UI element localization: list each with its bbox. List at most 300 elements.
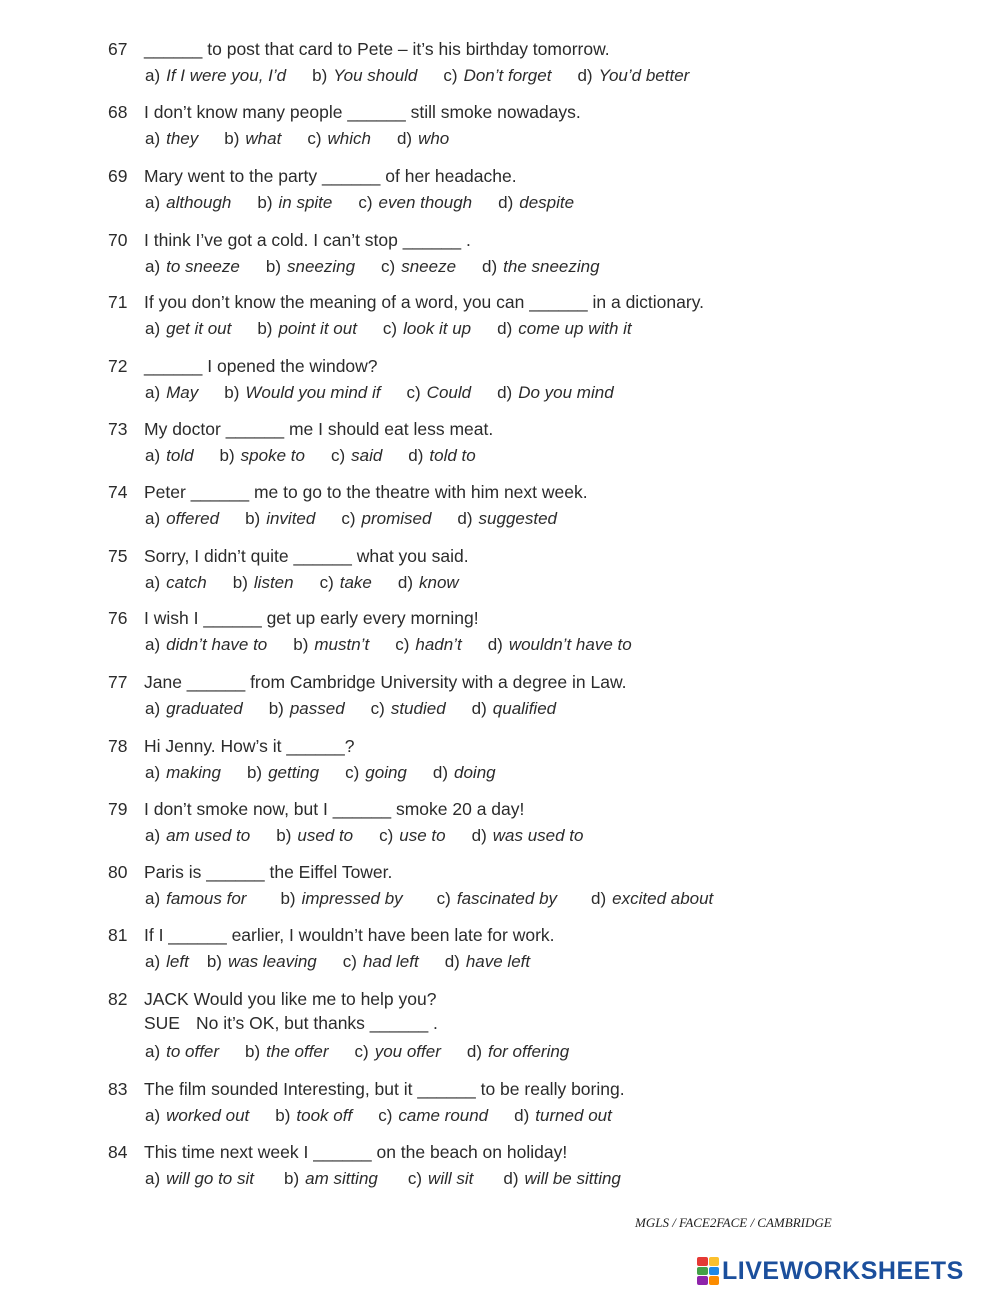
option-text: use to xyxy=(399,826,446,845)
question-76 xyxy=(108,607,968,656)
question-text: The film sounded Interesting, but it ______ to be really boring. xyxy=(144,1079,625,1099)
answer-option[interactable] xyxy=(514,1105,612,1127)
option-letter: b) xyxy=(257,193,273,212)
answer-option[interactable] xyxy=(233,572,294,594)
option-text: will sit xyxy=(428,1169,474,1188)
answer-option[interactable] xyxy=(331,445,382,467)
question-number: 69 xyxy=(108,166,128,186)
option-letter: d) xyxy=(498,193,514,212)
option-letter: a) xyxy=(145,193,161,212)
answer-option[interactable] xyxy=(145,634,267,656)
option-letter: b) xyxy=(275,1106,291,1125)
answer-option[interactable] xyxy=(355,1041,441,1063)
question-number: 72 xyxy=(108,356,128,376)
question-text: I don’t know many people ______ still smoke nowadays. xyxy=(144,102,581,122)
answer-option[interactable] xyxy=(397,128,449,150)
option-letter: b) xyxy=(206,952,222,971)
option-text: studied xyxy=(390,699,446,718)
option-letter: a) xyxy=(145,129,161,148)
logo-tile xyxy=(709,1257,720,1266)
option-text: Do you mind xyxy=(518,383,614,402)
answer-option[interactable] xyxy=(398,572,459,594)
question-83 xyxy=(108,1078,968,1127)
answer-option[interactable] xyxy=(145,445,194,467)
question-stem xyxy=(108,671,968,693)
answer-option[interactable] xyxy=(503,1168,621,1190)
question-stem xyxy=(108,38,968,60)
option-letter: d) xyxy=(577,66,593,85)
question-72 xyxy=(108,355,968,404)
option-letter: c) xyxy=(319,573,334,592)
answer-option[interactable] xyxy=(472,825,584,847)
option-text: took off xyxy=(296,1106,353,1125)
question-number: 79 xyxy=(108,799,128,819)
option-text: Would you mind if xyxy=(245,383,381,402)
option-text: If I were you, I’d xyxy=(166,66,287,85)
option-text: the offer xyxy=(266,1042,329,1061)
question-stem xyxy=(108,355,968,377)
option-text: in spite xyxy=(278,193,333,212)
answer-option[interactable] xyxy=(437,888,557,910)
answer-options xyxy=(108,1105,968,1127)
option-text: was leaving xyxy=(227,952,317,971)
option-letter: d) xyxy=(471,826,487,845)
question-stem xyxy=(108,229,968,251)
option-text: to sneeze xyxy=(166,257,240,276)
answer-option[interactable] xyxy=(145,382,198,404)
answer-option[interactable] xyxy=(383,318,471,340)
answer-option[interactable] xyxy=(341,508,431,530)
option-text: famous for xyxy=(166,889,247,908)
answer-option[interactable] xyxy=(343,951,419,973)
answer-options xyxy=(108,572,968,594)
option-text: told xyxy=(166,446,194,465)
question-78 xyxy=(108,735,968,784)
answer-option[interactable] xyxy=(407,382,472,404)
option-letter: d) xyxy=(503,1169,519,1188)
dialog-line xyxy=(108,1010,968,1036)
option-letter: b) xyxy=(224,383,240,402)
option-text: impressed by xyxy=(301,889,403,908)
answer-option[interactable] xyxy=(395,634,462,656)
question-number: 73 xyxy=(108,419,128,439)
answer-option[interactable] xyxy=(457,508,557,530)
answer-options xyxy=(108,508,968,530)
option-letter: c) xyxy=(342,952,357,971)
answer-option[interactable] xyxy=(245,1041,329,1063)
option-letter: c) xyxy=(330,446,346,465)
option-text: point it out xyxy=(278,319,357,338)
option-letter: b) xyxy=(276,826,292,845)
option-text: was used to xyxy=(492,826,584,845)
option-text: look it up xyxy=(403,319,472,338)
question-text: Hi Jenny. How’s it ______? xyxy=(144,736,355,756)
answer-option[interactable] xyxy=(145,256,240,278)
option-letter: c) xyxy=(381,257,396,276)
answer-option[interactable] xyxy=(207,951,317,973)
option-letter: d) xyxy=(408,446,424,465)
option-text: take xyxy=(339,573,372,592)
answer-option[interactable] xyxy=(247,762,319,784)
answer-options xyxy=(108,825,968,847)
question-text: I think I’ve got a cold. I can’t stop ______ . xyxy=(144,230,471,250)
option-letter: a) xyxy=(145,1042,161,1061)
option-letter: c) xyxy=(382,319,398,338)
option-text: have left xyxy=(465,952,531,971)
question-text: Paris is ______ the Eiffel Tower. xyxy=(144,862,393,882)
option-letter: c) xyxy=(307,129,322,148)
option-text: getting xyxy=(268,763,320,782)
question-number: 67 xyxy=(108,39,128,59)
option-text: graduated xyxy=(166,699,243,718)
option-letter: d) xyxy=(591,889,607,908)
answer-option[interactable] xyxy=(443,65,551,87)
answer-option[interactable] xyxy=(145,698,243,720)
option-text: who xyxy=(418,129,450,148)
answer-options xyxy=(108,762,968,784)
answer-option[interactable] xyxy=(145,951,189,973)
answer-options xyxy=(108,634,968,656)
answer-option[interactable] xyxy=(145,192,231,214)
option-letter: b) xyxy=(280,889,296,908)
answer-option[interactable] xyxy=(379,825,445,847)
answer-option[interactable] xyxy=(488,634,632,656)
option-letter: c) xyxy=(379,826,394,845)
option-text: to offer xyxy=(166,1042,220,1061)
option-text: passed xyxy=(289,699,345,718)
option-letter: c) xyxy=(378,1106,393,1125)
question-number: 83 xyxy=(108,1079,128,1099)
option-letter: c) xyxy=(395,635,410,654)
option-letter: b) xyxy=(224,129,240,148)
answer-option[interactable] xyxy=(312,65,417,87)
question-80 xyxy=(108,861,968,910)
option-letter: a) xyxy=(145,889,161,908)
source-credit: MGLS / FACE2FACE / CAMBRIDGE xyxy=(635,1215,832,1230)
answer-option[interactable] xyxy=(145,65,286,87)
option-letter: a) xyxy=(145,1169,161,1188)
dialog-speaker: SUE xyxy=(144,1013,180,1033)
option-letter: b) xyxy=(312,66,328,85)
option-letter: a) xyxy=(145,66,161,85)
question-stem xyxy=(108,988,968,1010)
option-letter: a) xyxy=(145,1106,161,1125)
question-stem xyxy=(108,924,968,946)
option-letter: b) xyxy=(257,319,273,338)
answer-option[interactable] xyxy=(408,445,475,467)
option-text: the sneezing xyxy=(503,257,600,276)
option-text: invited xyxy=(266,509,316,528)
option-letter: c) xyxy=(436,889,451,908)
option-text: came round xyxy=(398,1106,489,1125)
option-letter: a) xyxy=(145,446,161,465)
answer-option[interactable] xyxy=(145,128,198,150)
option-text: spoke to xyxy=(240,446,305,465)
answer-option[interactable] xyxy=(145,1105,249,1127)
logo-tile xyxy=(697,1276,708,1285)
question-number: 81 xyxy=(108,925,128,945)
answer-options xyxy=(108,1168,968,1190)
option-text: making xyxy=(166,763,221,782)
option-text: although xyxy=(166,193,232,212)
option-text: suggested xyxy=(478,509,557,528)
answer-option[interactable] xyxy=(345,762,407,784)
option-text: You’d better xyxy=(598,66,690,85)
logo-tile xyxy=(697,1267,708,1276)
answer-option[interactable] xyxy=(269,698,345,720)
answer-option[interactable] xyxy=(220,445,305,467)
question-stem xyxy=(108,481,968,503)
option-letter: a) xyxy=(145,952,161,971)
logo-tile xyxy=(709,1276,720,1285)
question-84 xyxy=(108,1141,968,1190)
answer-option[interactable] xyxy=(224,128,281,150)
answer-option[interactable] xyxy=(381,256,456,278)
option-letter: b) xyxy=(245,1042,261,1061)
question-77 xyxy=(108,671,968,720)
option-letter: a) xyxy=(145,319,161,338)
answer-options xyxy=(108,382,968,404)
option-letter: d) xyxy=(397,573,414,592)
question-81 xyxy=(108,924,968,973)
option-letter: a) xyxy=(145,573,161,592)
answer-option[interactable] xyxy=(371,698,446,720)
answer-option[interactable] xyxy=(467,1041,569,1063)
option-text: had left xyxy=(362,952,419,971)
question-text: JACK Would you like me to help you? xyxy=(144,989,437,1009)
option-letter: d) xyxy=(396,129,413,148)
option-letter: b) xyxy=(245,509,261,528)
option-letter: c) xyxy=(358,193,373,212)
answer-option[interactable] xyxy=(145,1168,254,1190)
option-text: which xyxy=(327,129,371,148)
question-stem xyxy=(108,101,968,123)
option-letter: d) xyxy=(497,383,513,402)
option-text: will go to sit xyxy=(166,1169,254,1188)
option-text: hadn’t xyxy=(415,635,462,654)
question-number: 84 xyxy=(108,1142,128,1162)
liveworksheets-logo-mark-icon xyxy=(697,1257,719,1285)
question-number: 76 xyxy=(108,608,128,628)
question-number: 68 xyxy=(108,102,128,122)
option-letter: d) xyxy=(466,1042,482,1061)
answer-option[interactable] xyxy=(408,1168,474,1190)
answer-option[interactable] xyxy=(145,1041,219,1063)
option-text: left xyxy=(166,952,189,971)
question-text: This time next week I ______ on the beach on holiday! xyxy=(144,1142,568,1162)
answer-options xyxy=(108,65,968,87)
question-number: 77 xyxy=(108,672,128,692)
option-text: am sitting xyxy=(305,1169,378,1188)
question-75 xyxy=(108,545,968,594)
option-text: listen xyxy=(253,573,294,592)
option-letter: d) xyxy=(487,635,503,654)
option-letter: b) xyxy=(284,1169,300,1188)
option-text: come up with it xyxy=(518,319,632,338)
option-text: what xyxy=(245,129,282,148)
question-text: I wish I ______ get up early every morning! xyxy=(144,608,479,628)
answer-option[interactable] xyxy=(145,825,250,847)
liveworksheets-logo[interactable] xyxy=(697,1254,964,1288)
option-letter: b) xyxy=(219,446,235,465)
answer-option[interactable] xyxy=(257,192,332,214)
logo-tile xyxy=(709,1267,720,1276)
question-stem xyxy=(108,418,968,440)
question-number: 78 xyxy=(108,736,128,756)
question-text: ______ I opened the window? xyxy=(144,356,378,376)
logo-tile xyxy=(697,1257,708,1266)
answer-option[interactable] xyxy=(224,382,380,404)
question-stem xyxy=(108,607,968,629)
question-number: 74 xyxy=(108,482,128,502)
answer-option[interactable] xyxy=(293,634,369,656)
option-letter: c) xyxy=(370,699,385,718)
option-text: told to xyxy=(429,446,476,465)
option-text: promised xyxy=(361,509,432,528)
option-letter: d) xyxy=(482,257,498,276)
answer-option[interactable] xyxy=(266,256,355,278)
question-text: Jane ______ from Cambridge University with a degree in Law. xyxy=(144,672,627,692)
option-letter: a) xyxy=(145,257,161,276)
question-text: My doctor ______ me I should eat less meat. xyxy=(144,419,494,439)
option-letter: a) xyxy=(145,763,161,782)
answer-option[interactable] xyxy=(498,192,574,214)
question-67 xyxy=(108,38,968,87)
question-79 xyxy=(108,798,968,847)
option-text: excited about xyxy=(612,889,714,908)
answer-options xyxy=(108,128,968,150)
option-letter: b) xyxy=(232,573,248,592)
answer-option[interactable] xyxy=(276,825,353,847)
answer-option[interactable] xyxy=(145,318,231,340)
option-letter: d) xyxy=(497,319,513,338)
question-74 xyxy=(108,481,968,530)
question-text: Peter ______ me to go to the theatre with him next week. xyxy=(144,482,588,502)
question-71 xyxy=(108,291,968,340)
option-letter: c) xyxy=(354,1042,369,1061)
option-text: even though xyxy=(378,193,473,212)
question-69 xyxy=(108,165,968,214)
answer-option[interactable] xyxy=(307,128,371,150)
answer-option[interactable] xyxy=(445,951,530,973)
option-letter: d) xyxy=(432,763,449,782)
option-text: know xyxy=(419,573,459,592)
option-text: said xyxy=(351,446,383,465)
brand-name: LIVEWORKSHEETS xyxy=(722,1256,964,1285)
question-text: I don’t smoke now, but I ______ smoke 20 a day! xyxy=(144,799,525,819)
option-letter: a) xyxy=(145,699,161,718)
question-number: 80 xyxy=(108,862,128,882)
option-letter: c) xyxy=(443,66,458,85)
option-text: qualified xyxy=(492,699,557,718)
answer-option[interactable] xyxy=(577,65,689,87)
answer-option[interactable] xyxy=(145,888,246,910)
option-letter: c) xyxy=(406,383,421,402)
option-text: used to xyxy=(297,826,354,845)
answer-option[interactable] xyxy=(145,572,207,594)
question-number: 71 xyxy=(108,292,128,312)
option-text: May xyxy=(166,383,199,402)
answer-option[interactable] xyxy=(433,762,496,784)
option-text: despite xyxy=(519,193,575,212)
option-text: fascinated by xyxy=(456,889,558,908)
answer-option[interactable] xyxy=(358,192,472,214)
answer-options xyxy=(108,192,968,214)
answer-option[interactable] xyxy=(145,762,221,784)
answer-option[interactable] xyxy=(497,382,614,404)
option-text: will be sitting xyxy=(524,1169,621,1188)
answer-options xyxy=(108,951,968,973)
option-text: turned out xyxy=(535,1106,612,1125)
option-text: get it out xyxy=(166,319,232,338)
answer-options xyxy=(108,698,968,720)
answer-option[interactable] xyxy=(145,508,219,530)
question-text: If you don’t know the meaning of a word, you can ______ in a dictionary. xyxy=(144,292,705,312)
option-text: You should xyxy=(333,66,418,85)
option-letter: b) xyxy=(265,257,281,276)
option-text: for offering xyxy=(488,1042,570,1061)
option-text: Could xyxy=(426,383,472,402)
answer-option[interactable] xyxy=(497,318,632,340)
option-text: they xyxy=(166,129,199,148)
option-text: sneezing xyxy=(286,257,356,276)
option-text: offered xyxy=(166,509,220,528)
answer-option[interactable] xyxy=(284,1168,378,1190)
question-stem xyxy=(108,545,968,567)
option-text: Don’t forget xyxy=(463,66,552,85)
answer-option[interactable] xyxy=(280,888,402,910)
question-text: ______ to post that card to Pete – it’s his birthday tomorrow. xyxy=(144,39,610,59)
option-letter: a) xyxy=(145,383,161,402)
option-text: didn’t have to xyxy=(166,635,268,654)
question-73 xyxy=(108,418,968,467)
option-text: you offer xyxy=(374,1042,441,1061)
answer-option[interactable] xyxy=(275,1105,352,1127)
answer-option[interactable] xyxy=(482,256,600,278)
answer-option[interactable] xyxy=(245,508,315,530)
option-text: wouldn’t have to xyxy=(508,635,632,654)
question-number: 82 xyxy=(108,989,128,1009)
option-text: doing xyxy=(454,763,496,782)
question-number: 70 xyxy=(108,230,128,250)
question-text: If I ______ earlier, I wouldn’t have been late for work. xyxy=(144,925,555,945)
question-number: 75 xyxy=(108,546,128,566)
option-letter: c) xyxy=(407,1169,423,1188)
question-text: Sorry, I didn’t quite ______ what you said. xyxy=(144,546,469,566)
answer-option[interactable] xyxy=(378,1105,488,1127)
option-text: going xyxy=(365,763,407,782)
answer-options xyxy=(108,445,968,467)
option-text: am used to xyxy=(166,826,251,845)
option-letter: c) xyxy=(345,763,360,782)
answer-options xyxy=(108,318,968,340)
answer-option[interactable] xyxy=(320,572,372,594)
option-text: catch xyxy=(166,573,207,592)
question-stem xyxy=(108,1141,968,1163)
option-letter: d) xyxy=(471,699,487,718)
question-stem xyxy=(108,798,968,820)
option-letter: a) xyxy=(145,635,161,654)
answer-option[interactable] xyxy=(472,698,556,720)
option-letter: d) xyxy=(444,952,460,971)
option-letter: d) xyxy=(514,1106,530,1125)
question-stem xyxy=(108,291,968,313)
answer-option[interactable] xyxy=(591,888,713,910)
answer-option[interactable] xyxy=(257,318,357,340)
answer-options xyxy=(108,256,968,278)
option-letter: a) xyxy=(145,509,161,528)
option-text: mustn’t xyxy=(314,635,370,654)
